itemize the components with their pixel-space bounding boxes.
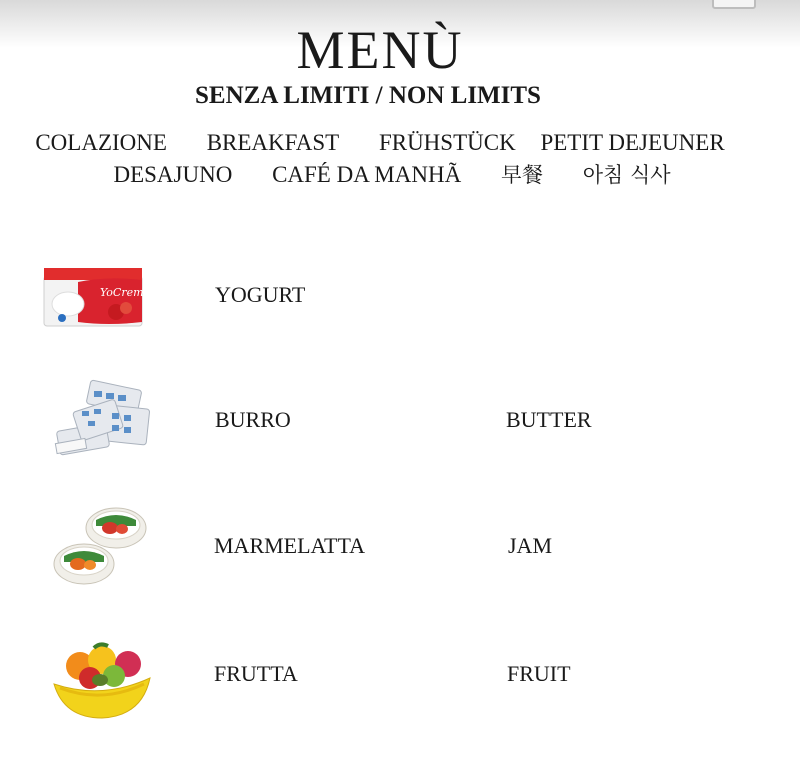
lang-colazione: COLAZIONE [35, 130, 167, 155]
item-butter-italian: BURRO [215, 407, 291, 432]
menu-item-butter [0, 375, 800, 465]
butter-icon [48, 379, 156, 463]
yogurt-icon [38, 262, 150, 332]
lang-petit-dejeuner: PETIT DEJEUNER [540, 130, 725, 155]
corner-tab [712, 0, 756, 9]
fruit-bowl-icon [50, 638, 154, 722]
menu-item-fruit [0, 630, 800, 730]
lang-korean: 아침 식사 [582, 163, 671, 187]
lang-desajuno: DESAJUNO [113, 162, 233, 187]
item-jam-english: JAM [508, 533, 553, 558]
lang-chinese: 早餐 [500, 163, 543, 187]
languages-row-2 [0, 160, 772, 190]
item-fruit-english: FRUIT [507, 661, 571, 686]
menu-subtitle: SENZA LIMITI / NON LIMITS [195, 82, 541, 109]
item-butter-english: BUTTER [506, 407, 592, 432]
lang-breakfast: BREAKFAST [206, 130, 340, 155]
lang-cafe-da-manha: CAFÉ DA MANHÃ [272, 162, 462, 187]
languages-row-1 [0, 128, 760, 158]
yogurt-brand-text: YoCrem [100, 286, 144, 299]
jam-icon [50, 502, 150, 592]
item-jam-italian: MARMELATTA [214, 533, 366, 558]
item-fruit-italian: FRUTTA [214, 661, 298, 686]
menu-item-yogurt [0, 250, 800, 340]
menu-item-jam [0, 498, 800, 594]
menu-title: MENÙ [296, 20, 464, 80]
lang-fruhstuck: FRÜHSTÜCK [378, 130, 516, 155]
item-yogurt-italian: YOGURT [215, 282, 306, 307]
